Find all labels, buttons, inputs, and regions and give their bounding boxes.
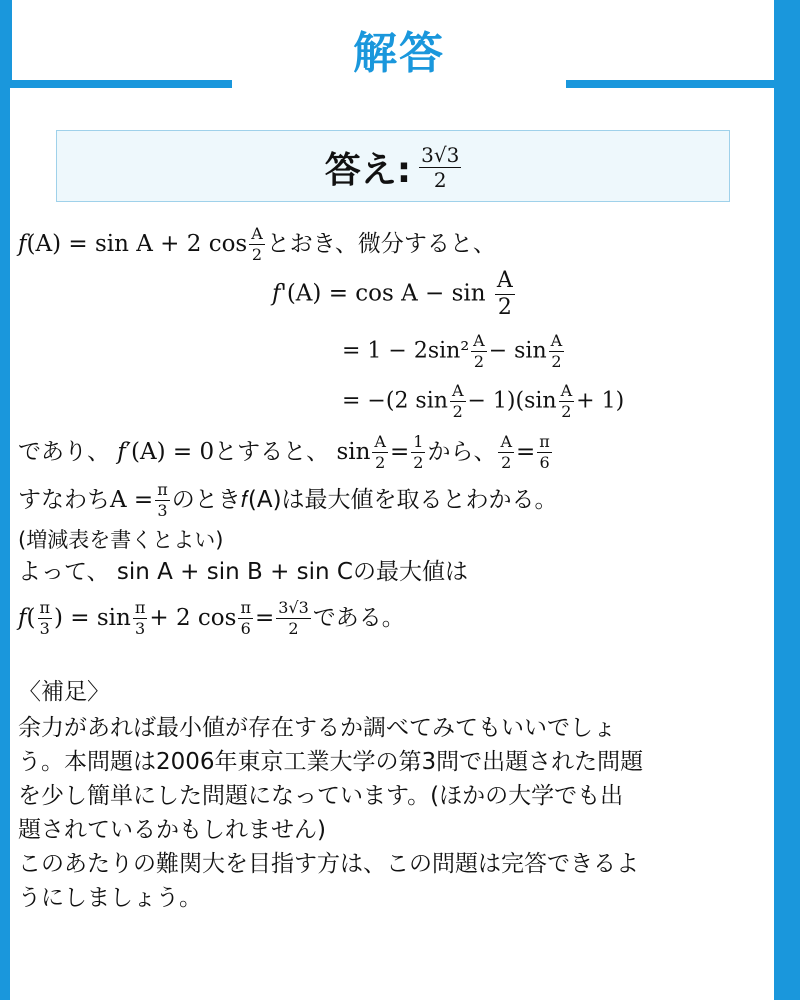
frac-den: 3: [157, 501, 168, 520]
frac-den: 3: [135, 619, 146, 638]
math-expr: + 2 cos: [149, 605, 237, 631]
fraction: [276, 600, 311, 637]
fraction: [498, 434, 514, 471]
frac-num: π: [240, 598, 251, 617]
answer-numerator: 3√3: [421, 142, 460, 167]
paragraph-line: 題されているかもしれません): [18, 817, 326, 843]
math-expr: ) = sin: [54, 605, 131, 631]
text-line-6: [18, 482, 558, 519]
fraction: [155, 482, 170, 519]
frac-num: A: [473, 331, 485, 350]
frac-den: 2: [375, 453, 386, 472]
math-expr: =: [516, 439, 536, 465]
frac-num: A: [560, 381, 573, 400]
frac-den: 2: [452, 402, 463, 421]
paragraph-line: うにしましょう。: [18, 885, 202, 911]
fraction: [549, 333, 565, 370]
frac-den: 2: [288, 619, 299, 638]
frac-den: 2: [501, 453, 512, 472]
frac-num: A: [451, 381, 464, 400]
text-line-7: (増減表を書くとよい): [18, 528, 224, 552]
fraction: [238, 600, 253, 637]
fraction: [133, 600, 148, 637]
equation-line-3: [342, 383, 624, 420]
text: であり、 𝑓′(A) = 0とすると、 sin: [18, 439, 371, 465]
frac-num: A: [496, 268, 513, 293]
frac-num: π: [39, 598, 51, 617]
fraction: [372, 434, 388, 471]
fraction: [249, 226, 265, 263]
text-line-1: [18, 226, 496, 263]
frac-num: A: [251, 224, 263, 243]
math-expr: + 1): [576, 388, 625, 414]
frac-den: 6: [539, 453, 550, 472]
paragraph-line: う。本問題は2006年東京工業大学の第3問で出題された問題: [18, 749, 644, 775]
answer-label: 答え:: [324, 149, 412, 191]
math-expr: = 1 − 2sin²: [342, 338, 470, 364]
frac-den: 3: [39, 619, 50, 638]
frac-den: 2: [251, 245, 263, 264]
math-expr: 𝑓(A) = sin A + 2 cos: [18, 231, 248, 257]
frac-den: 2: [551, 352, 562, 371]
frac-den: 2: [561, 402, 572, 421]
frac-num: π: [157, 480, 168, 499]
frac-num: A: [500, 432, 513, 451]
frac-num: 1: [413, 432, 424, 451]
frac-num: 3√3: [278, 598, 309, 617]
text: のとき𝑓(A)は最大値を取るとわかる。: [171, 487, 558, 513]
text-line-8: よって、 sin A + sin B + sin Cの最大値は: [18, 559, 468, 585]
frac-den: 2: [413, 453, 424, 472]
equation-line-1: [272, 270, 517, 319]
fraction: [38, 600, 53, 637]
frac-den: 2: [473, 352, 485, 371]
paragraph-line: このあたりの難関大を目指す方は、この問題は完答できるよ: [18, 851, 639, 877]
frac-num: A: [550, 331, 563, 350]
supplement-title: 〈補足〉: [18, 679, 110, 705]
math-expr: 𝑓'(A) = cos A − sin: [272, 280, 486, 307]
math-expr: − sin: [488, 338, 547, 364]
math-expr: 𝑓(: [18, 605, 36, 631]
fraction: [450, 383, 466, 420]
equation-line-2: [342, 333, 566, 370]
text: すなわちA =: [18, 487, 154, 513]
frac-num: A: [374, 432, 386, 451]
frac-den: 2: [497, 295, 512, 320]
fraction: [411, 434, 425, 471]
paragraph-line: を少し簡単にした問題になっています。(ほかの大学でも出: [18, 783, 624, 809]
frac-num: π: [539, 432, 550, 451]
frac-den: 6: [240, 619, 251, 638]
fraction: [495, 270, 515, 319]
answer-fraction: [419, 142, 461, 192]
text-line-5: [18, 434, 554, 471]
math-expr: =: [389, 439, 410, 465]
frac-num: π: [134, 598, 146, 617]
math-expr: = −(2 sin: [342, 388, 448, 414]
answer-denominator: 2: [433, 167, 447, 192]
math-expr: − 1)(sin: [467, 388, 557, 414]
fraction: [559, 383, 575, 420]
fraction: [471, 333, 487, 370]
page-title: 解答: [353, 28, 445, 79]
text: である。: [312, 605, 405, 631]
fraction: [537, 434, 552, 471]
math-expr: =: [254, 605, 275, 631]
text: から、: [427, 439, 497, 465]
text-line-9: [18, 600, 405, 637]
text: とおき、微分すると、: [266, 231, 496, 257]
paragraph-line: 余力があれば最小値が存在するか調べてみてもいいでしょ: [18, 715, 616, 741]
answer-box: [56, 130, 730, 202]
